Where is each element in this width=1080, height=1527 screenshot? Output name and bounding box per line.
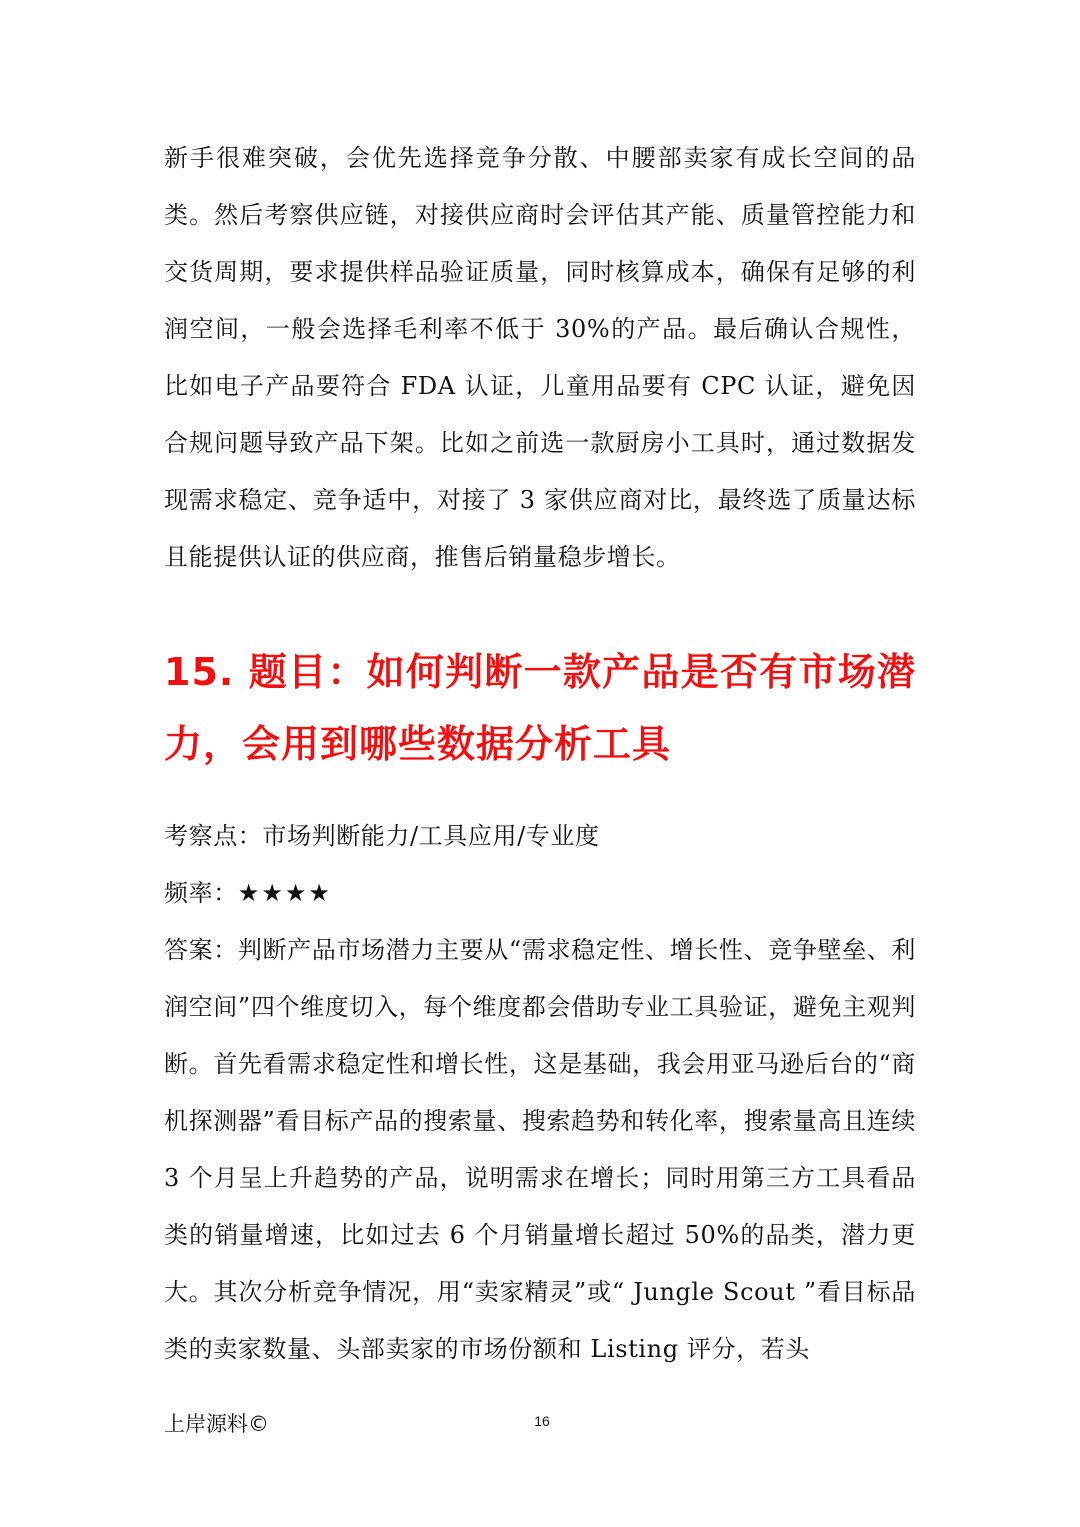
answer-paragraph: 答案：判断产品市场潜力主要从“需求稳定性、增长性、竞争壁垒、利润空间”四个维度切入，每个维度都会借助专业工具验证，避免主观判断。首先看需求稳定性和增长性，这是基础，我会用亚马逊后台的“商机探测器”看目标产品的搜索量、搜索趋势和转化率，搜索量高且连续 3 个月呈上升趋势的产品，说明需求在增长；同时用第三方工具看品类的销量增速，比如过去 6 个月销量增长超过 50%的品类，潜力更大。其次分析竞争情况，用“卖家精灵”或“ Jungle Scout ”看目标品类的卖家数量、头部卖家的市场份额和 Listing 评分，若头 — [164, 936, 916, 1363]
body-paragraph-continued: 新手很难突破，会优先选择竞争分散、中腰部卖家有成长空间的品类。然后考察供应链，对接供应商时会评估其产能、质量管控能力和交货周期，要求提供样品验证质量，同时核算成本，确保有足够的利润空间，一般会选择毛利率不低于 30%的产品。最后确认合规性，比如电子产品要符合 FDA 认证，儿童用品要有 CPC 认证，避免因合规问题导致产品下架。比如之前选一款厨房小工具时，通过数据发现需求稳定、竞争适中，对接了 3 家供应商对比，最终选了质量达标且能提供认证的供应商，推售后销量稳步增长。 — [164, 144, 916, 571]
frequency-label: 频率： — [164, 879, 238, 907]
exam-points: 考察点：市场判断能力/工具应用/专业度 — [164, 822, 600, 850]
question-heading: 15. 题目：如何判断一款产品是否有市场潜力，会用到哪些数据分析工具 — [164, 650, 916, 766]
frequency-line — [164, 865, 916, 922]
star-rating-icon: ★★★★ — [237, 879, 332, 907]
page-number: 16 — [534, 1413, 550, 1429]
footer-source: 上岸源料© — [164, 1412, 269, 1436]
page-content — [164, 130, 916, 1378]
